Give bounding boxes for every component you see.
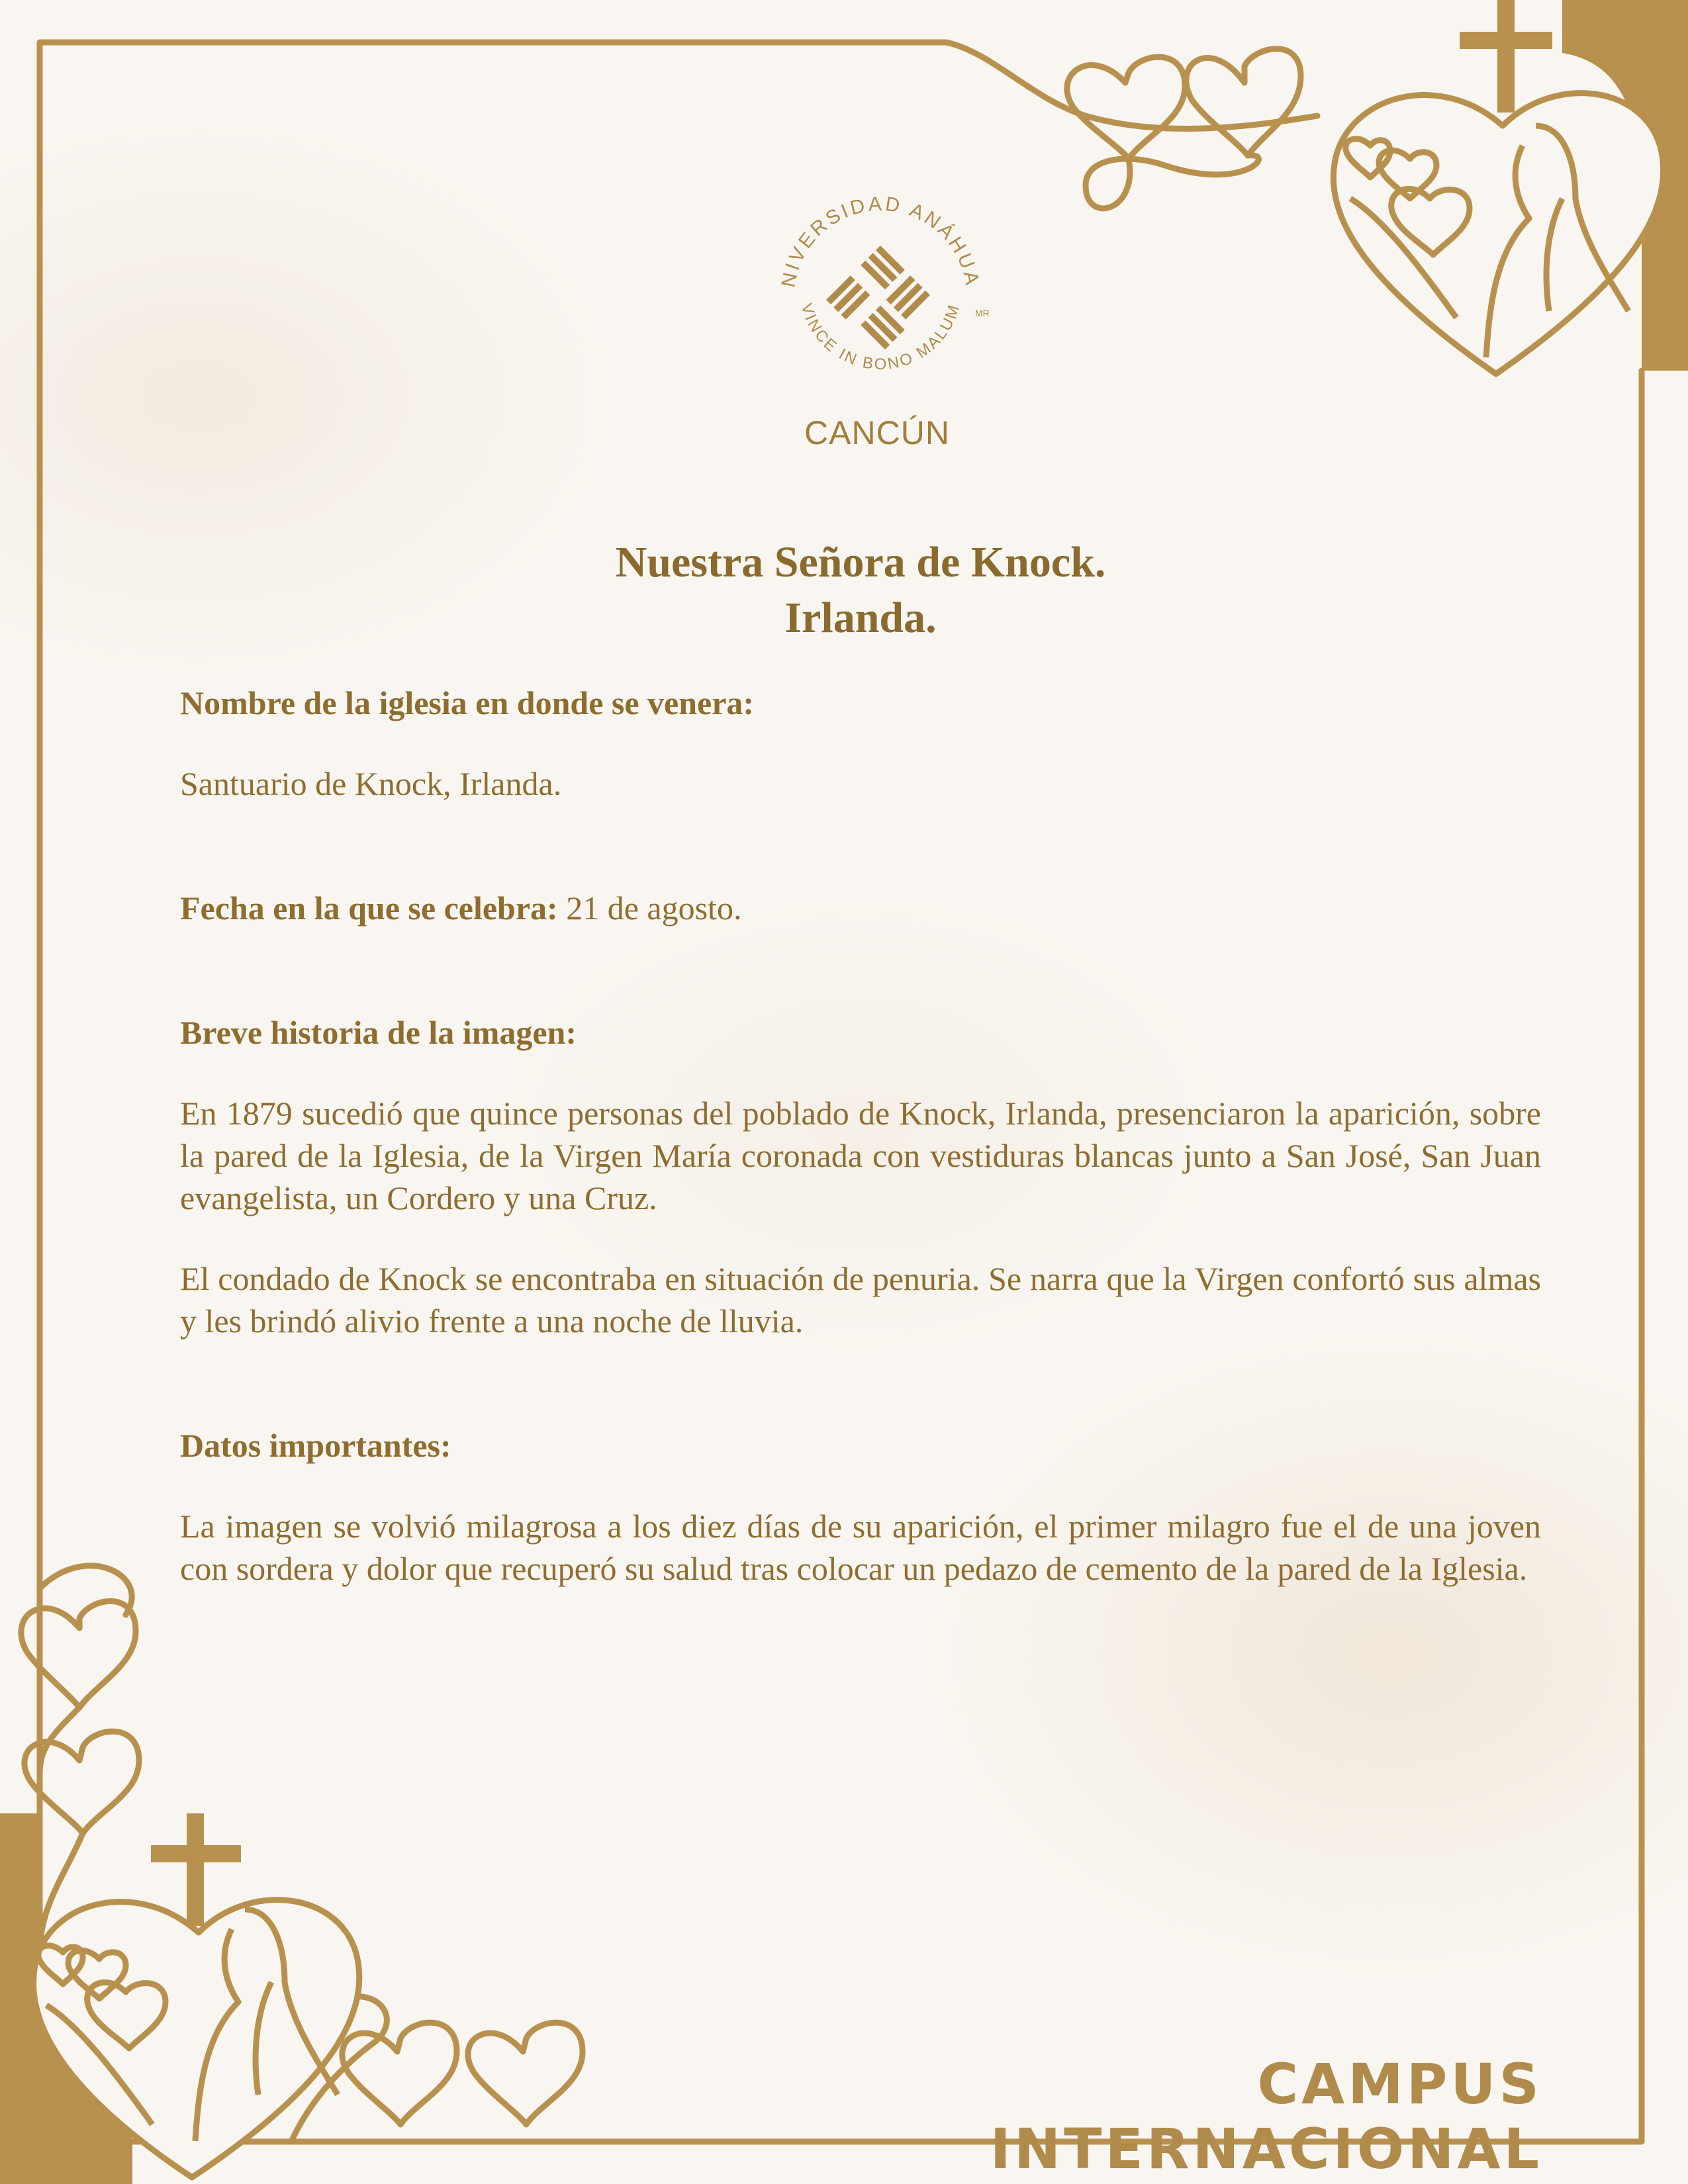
logo-mark: MR bbox=[975, 308, 990, 318]
church-label: Nombre de la iglesia en donde se venera: bbox=[180, 684, 755, 721]
history-paragraph-2: El condado de Knock se encontraba en situación de penuria. Se narra que la Virgen confortó sus almas y les brindó alivio frente a una noche de lluvia. bbox=[180, 1260, 1541, 1340]
title-line-2: Irlanda. bbox=[784, 594, 937, 642]
page-title bbox=[397, 535, 1324, 646]
date-label: Fecha en la que se celebra: bbox=[180, 889, 558, 927]
title-line-1: Nuestra Señora de Knock. bbox=[615, 538, 1106, 586]
heart-icon bbox=[1067, 57, 1185, 159]
logo-ring-top: NIVERSIDAD ANÁHUA bbox=[777, 193, 984, 289]
date-line bbox=[180, 887, 1541, 929]
history-label: Breve historia de la imagen: bbox=[180, 1014, 577, 1051]
heart-icon bbox=[342, 2023, 457, 2124]
facts-paragraph-1: La imagen se volvió milagrosa a los diez días de su aparición, el primer milagro fue el de una joven con sordera y dolor que recuperó su salud tras colocar un pedazo de cemento de la pared de la Iglesia. bbox=[180, 1508, 1541, 1587]
document-body bbox=[180, 682, 1541, 1590]
footer-campus-label: CAMPUS INTERNACIONAL bbox=[990, 2052, 1542, 2181]
heart-icon bbox=[1186, 49, 1301, 156]
church-value: Santuario de Knock, Irlanda. bbox=[180, 765, 562, 802]
date-value: 21 de agosto. bbox=[557, 889, 742, 927]
logo-campus-name: CANCÚN bbox=[804, 414, 950, 451]
virgin-heart-medallion-top bbox=[1333, 93, 1663, 374]
cross-icon bbox=[1460, 0, 1552, 113]
loop-swirl bbox=[1086, 156, 1258, 208]
facts-label: Datos importantes: bbox=[180, 1427, 451, 1464]
logo-ring-bottom: VINCE IN BONO MALUM bbox=[797, 301, 964, 374]
frame-ribbon-top bbox=[947, 42, 1317, 128]
heart-icon bbox=[468, 2023, 583, 2124]
history-paragraph-1: En 1879 sucedió que quince personas del poblado de Knock, Irlanda, presenciaron la aparición, sobre la pared de la Iglesia, de la Virgen María coronada con vestiduras blancas junto a San José, San Juan evangelista, un Cordero y una Cruz. bbox=[180, 1095, 1541, 1216]
loop-swirl bbox=[40, 1566, 132, 1952]
logo-emblem-icon bbox=[826, 246, 935, 354]
